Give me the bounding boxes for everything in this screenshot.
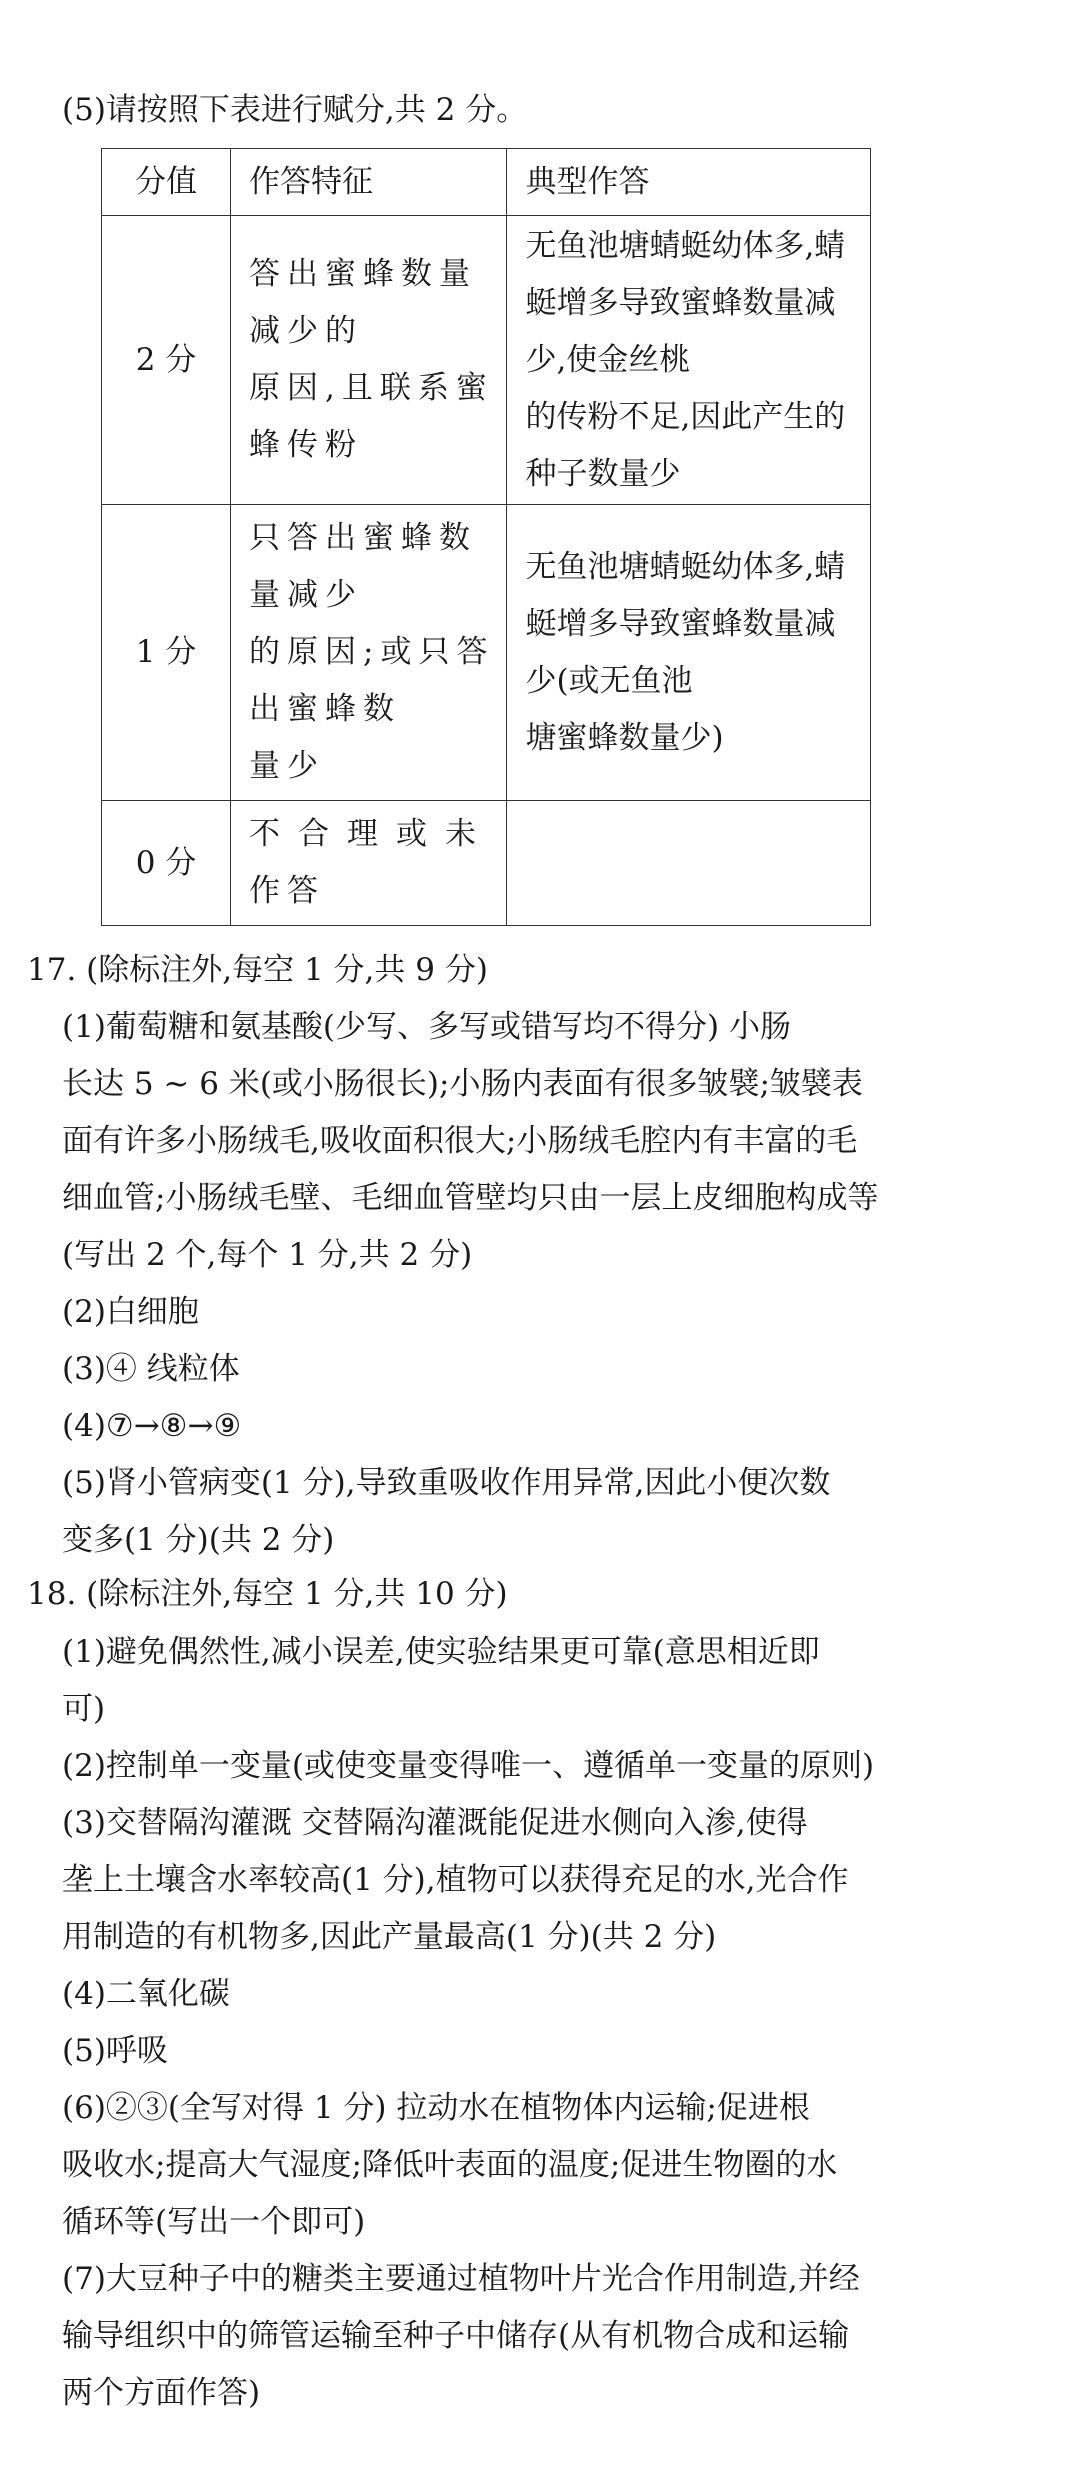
- header-feature: 作答特征: [231, 149, 507, 216]
- answer-line: 面有许多小肠绒毛,吸收面积很大;小肠绒毛腔内有丰富的毛: [62, 1123, 858, 1159]
- cell-line: 量少: [249, 748, 325, 784]
- score-cell: 0 分: [102, 801, 231, 926]
- answer-line: (5)呼吸: [62, 2033, 168, 2069]
- cell-line: 减少的: [249, 313, 363, 349]
- cell-line: 无鱼池塘蜻蜓幼体多,蜻: [525, 548, 846, 585]
- scoring-table: [101, 148, 871, 926]
- answer-line: 吸收水;提高大气湿度;降低叶表面的温度;促进生物圈的水: [62, 2147, 838, 2183]
- answer-line: 细血管;小肠绒毛壁、毛细血管壁均只由一层上皮细胞构成等: [62, 1180, 879, 1216]
- cell-line: 少,使金丝桃: [525, 341, 691, 378]
- table-header-row: [102, 149, 871, 216]
- answer-line: (1)葡萄糖和氨基酸(少写、多写或错写均不得分) 小肠: [62, 1009, 791, 1045]
- answer-line: (2)白细胞: [62, 1294, 199, 1330]
- score-cell: 2 分: [102, 216, 231, 505]
- feature-cell: [231, 801, 507, 926]
- example-cell-empty: [507, 801, 871, 926]
- question-17-header: 17. (除标注外,每空 1 分,共 9 分): [27, 952, 488, 988]
- answer-line: (1)避免偶然性,减小误差,使实验结果更可靠(意思相近即: [62, 1634, 820, 1670]
- cell-line: 少(或无鱼池: [525, 662, 693, 699]
- table-row: [102, 801, 871, 926]
- cell-line: 答出蜜蜂数量: [249, 256, 477, 292]
- answer-line: 输导组织中的筛管运输至种子中储存(从有机物合成和运输: [62, 2318, 850, 2354]
- cell-line: 只答出蜜蜂数: [249, 520, 477, 556]
- cell-line: 蜂传粉: [249, 427, 363, 463]
- answer-line: (6)②③(全写对得 1 分) 拉动水在植物体内运输;促进根: [62, 2090, 810, 2126]
- answer-line: (5)肾小管病变(1 分),导致重吸收作用异常,因此小便次数: [62, 1465, 831, 1501]
- answer-line: (7)大豆种子中的糖类主要通过植物叶片光合作用制造,并经: [62, 2261, 860, 2297]
- answer-line: (2)控制单一变量(或使变量变得唯一、遵循单一变量的原则): [62, 1748, 875, 1784]
- cell-line: 蜓增多导致蜜蜂数量减: [525, 284, 836, 321]
- cell-line: 作答: [249, 873, 325, 909]
- example-cell: [507, 505, 871, 801]
- answer-line: (4)二氧化碳: [62, 1976, 230, 2012]
- answer-line: 可): [62, 1691, 106, 1727]
- cell-line: 原因,且联系蜜: [249, 370, 494, 406]
- question-18-header: 18. (除标注外,每空 1 分,共 10 分): [27, 1576, 508, 1612]
- header-example: 典型作答: [507, 149, 871, 216]
- cell-line: 的原因;或只答: [249, 634, 495, 670]
- cell-line: 蜓增多导致蜜蜂数量减: [525, 605, 836, 642]
- example-cell: [507, 216, 871, 505]
- table-row: [102, 505, 871, 801]
- answer-line: (3)交替隔沟灌溉 交替隔沟灌溉能促进水侧向入渗,使得: [62, 1805, 808, 1841]
- answer-line: 两个方面作答): [62, 2375, 261, 2411]
- scoring-intro: (5)请按照下表进行赋分,共 2 分。: [62, 92, 528, 128]
- feature-cell: [231, 505, 507, 801]
- feature-cell: [231, 216, 507, 505]
- answer-line: (3)④ 线粒体: [62, 1351, 240, 1387]
- answer-line: 垄上土壤含水率较高(1 分),植物可以获得充足的水,光合作: [62, 1862, 849, 1898]
- table-row: [102, 216, 871, 505]
- cell-line: 出蜜蜂数: [249, 691, 401, 727]
- answer-line: 用制造的有机物多,因此产量最高(1 分)(共 2 分): [62, 1919, 717, 1955]
- answer-line: (4)⑦→⑧→⑨: [62, 1408, 242, 1444]
- cell-line: 塘蜜蜂数量少): [525, 719, 724, 756]
- header-score: 分值: [102, 149, 231, 216]
- cell-line: 量减少: [249, 577, 363, 613]
- cell-line: 无鱼池塘蜻蜓幼体多,蜻: [525, 227, 846, 264]
- answer-line: 长达 5 ~ 6 米(或小肠很长);小肠内表面有很多皱襞;皱襞表: [62, 1066, 863, 1102]
- answer-line: 循环等(写出一个即可): [62, 2204, 366, 2240]
- cell-line: 的传粉不足,因此产生的: [525, 398, 846, 435]
- answer-line: 变多(1 分)(共 2 分): [62, 1522, 335, 1558]
- answer-line: (写出 2 个,每个 1 分,共 2 分): [62, 1237, 473, 1273]
- score-cell: 1 分: [102, 505, 231, 801]
- cell-line: 不合理或未: [249, 816, 494, 852]
- cell-line: 种子数量少: [525, 455, 681, 492]
